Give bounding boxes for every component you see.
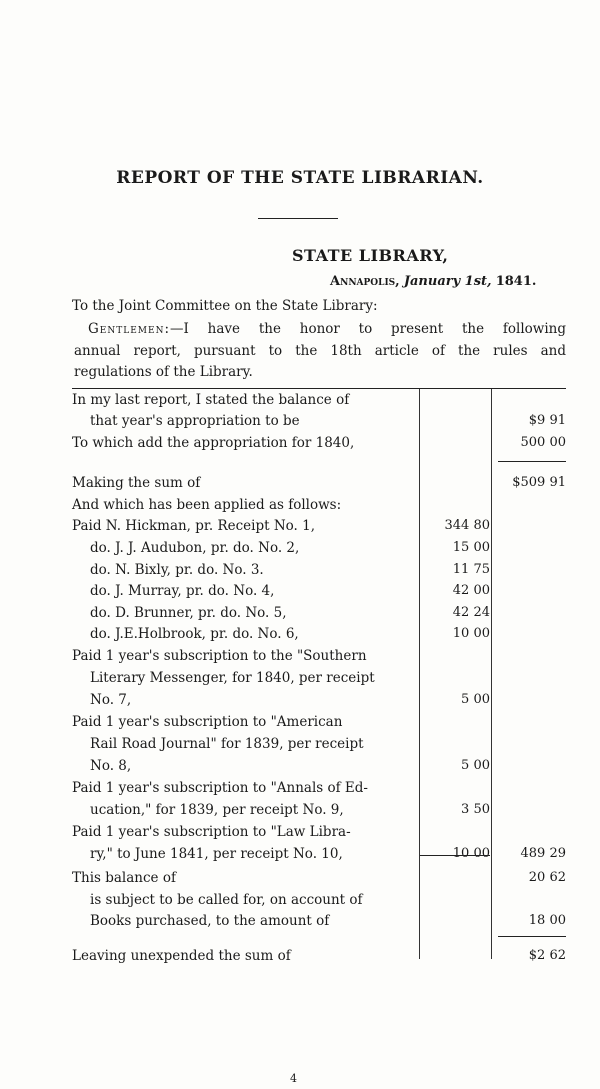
row-item-amount: 42 00 <box>452 583 490 598</box>
row-text: ucation," for 1839, per receipt No. 9, <box>90 802 344 818</box>
row-total-amount: 500 00 <box>520 435 566 450</box>
heading-date: January 1st, <box>403 274 492 289</box>
row-text: do. N. Bixly, pr. do. No. 3. <box>90 562 264 578</box>
salutation: Gentlemen: <box>88 321 170 337</box>
row-text: ry," to June 1841, per receipt No. 10, <box>90 846 343 862</box>
row-item-amount: 10 00 <box>452 846 490 861</box>
row-text: Making the sum of <box>72 475 201 491</box>
row-text: Books purchased, to the amount of <box>90 913 330 929</box>
row-item-amount: 5 00 <box>461 758 490 773</box>
intro-text-1: —I have the honor to present the following <box>170 321 566 337</box>
table-column-rule-2 <box>491 389 492 959</box>
row-text: Paid 1 year's subscription to "American <box>72 714 343 730</box>
row-text: do. D. Brunner, pr. do. No. 5, <box>90 605 287 621</box>
row-text: do. J. J. Audubon, pr. do. No. 2, <box>90 540 300 556</box>
sum-rule <box>498 461 566 462</box>
row-total-amount: 489 29 <box>520 846 566 861</box>
table-column-rule-1 <box>419 389 420 959</box>
heading-year: 1841. <box>495 274 537 289</box>
heading-line1: STATE LIBRARY, <box>292 246 449 265</box>
row-text: do. J.E.Holbrook, pr. do. No. 6, <box>90 626 299 642</box>
row-text: do. J. Murray, pr. do. No. 4, <box>90 583 275 599</box>
row-item-amount: 15 00 <box>452 540 490 555</box>
subtotal-rule <box>420 855 490 856</box>
row-text: Literary Messenger, for 1840, per receipt <box>90 670 375 686</box>
row-total-amount: 18 00 <box>528 913 566 928</box>
row-text: No. 8, <box>90 758 132 774</box>
row-text: that year's appropriation to be <box>90 413 300 429</box>
row-text: Leaving unexpended the sum of <box>72 948 291 964</box>
intro-line-3: regulations of the Library. <box>74 364 253 380</box>
row-text: is subject to be called for, on account of <box>90 892 363 908</box>
title-divider <box>258 218 338 219</box>
row-item-amount: 10 00 <box>452 626 490 641</box>
page-number: 4 <box>290 1072 297 1085</box>
intro-line-2: annual report, pursuant to the 18th article of the rules and <box>74 343 566 359</box>
heading-dateline <box>330 274 536 289</box>
row-total-amount: $2 62 <box>528 948 566 963</box>
row-text: Paid N. Hickman, pr. Receipt No. 1, <box>72 518 316 534</box>
page-title: REPORT OF THE STATE LIBRARIAN. <box>116 168 484 188</box>
row-total-amount: $509 91 <box>512 475 566 490</box>
row-text: Paid 1 year's subscription to the "Southern <box>72 648 367 664</box>
heading-place: Annapolis, <box>330 274 400 289</box>
row-item-amount: 42 24 <box>452 605 490 620</box>
row-item-amount: 344 80 <box>444 518 490 533</box>
row-text: In my last report, I stated the balance of <box>72 392 350 408</box>
row-text: Paid 1 year's subscription to "Annals of Ed- <box>72 780 368 796</box>
row-text: Paid 1 year's subscription to "Law Libra- <box>72 824 351 840</box>
row-item-amount: 5 00 <box>461 692 490 707</box>
row-text: No. 7, <box>90 692 132 708</box>
row-text: Rail Road Journal" for 1839, per receipt <box>90 736 364 752</box>
row-item-amount: 3 50 <box>461 802 490 817</box>
row-text: This balance of <box>72 870 176 886</box>
row-text: To which add the appropriation for 1840, <box>72 435 355 451</box>
intro-line-1 <box>74 321 566 337</box>
row-item-amount: 11 75 <box>452 562 490 577</box>
row-total-amount: $9 91 <box>528 413 566 428</box>
balance-rule <box>498 936 566 937</box>
address-line: To the Joint Committee on the State Library: <box>72 298 378 314</box>
row-total-amount: 20 62 <box>528 870 566 885</box>
row-text: And which has been applied as follows: <box>72 497 342 513</box>
